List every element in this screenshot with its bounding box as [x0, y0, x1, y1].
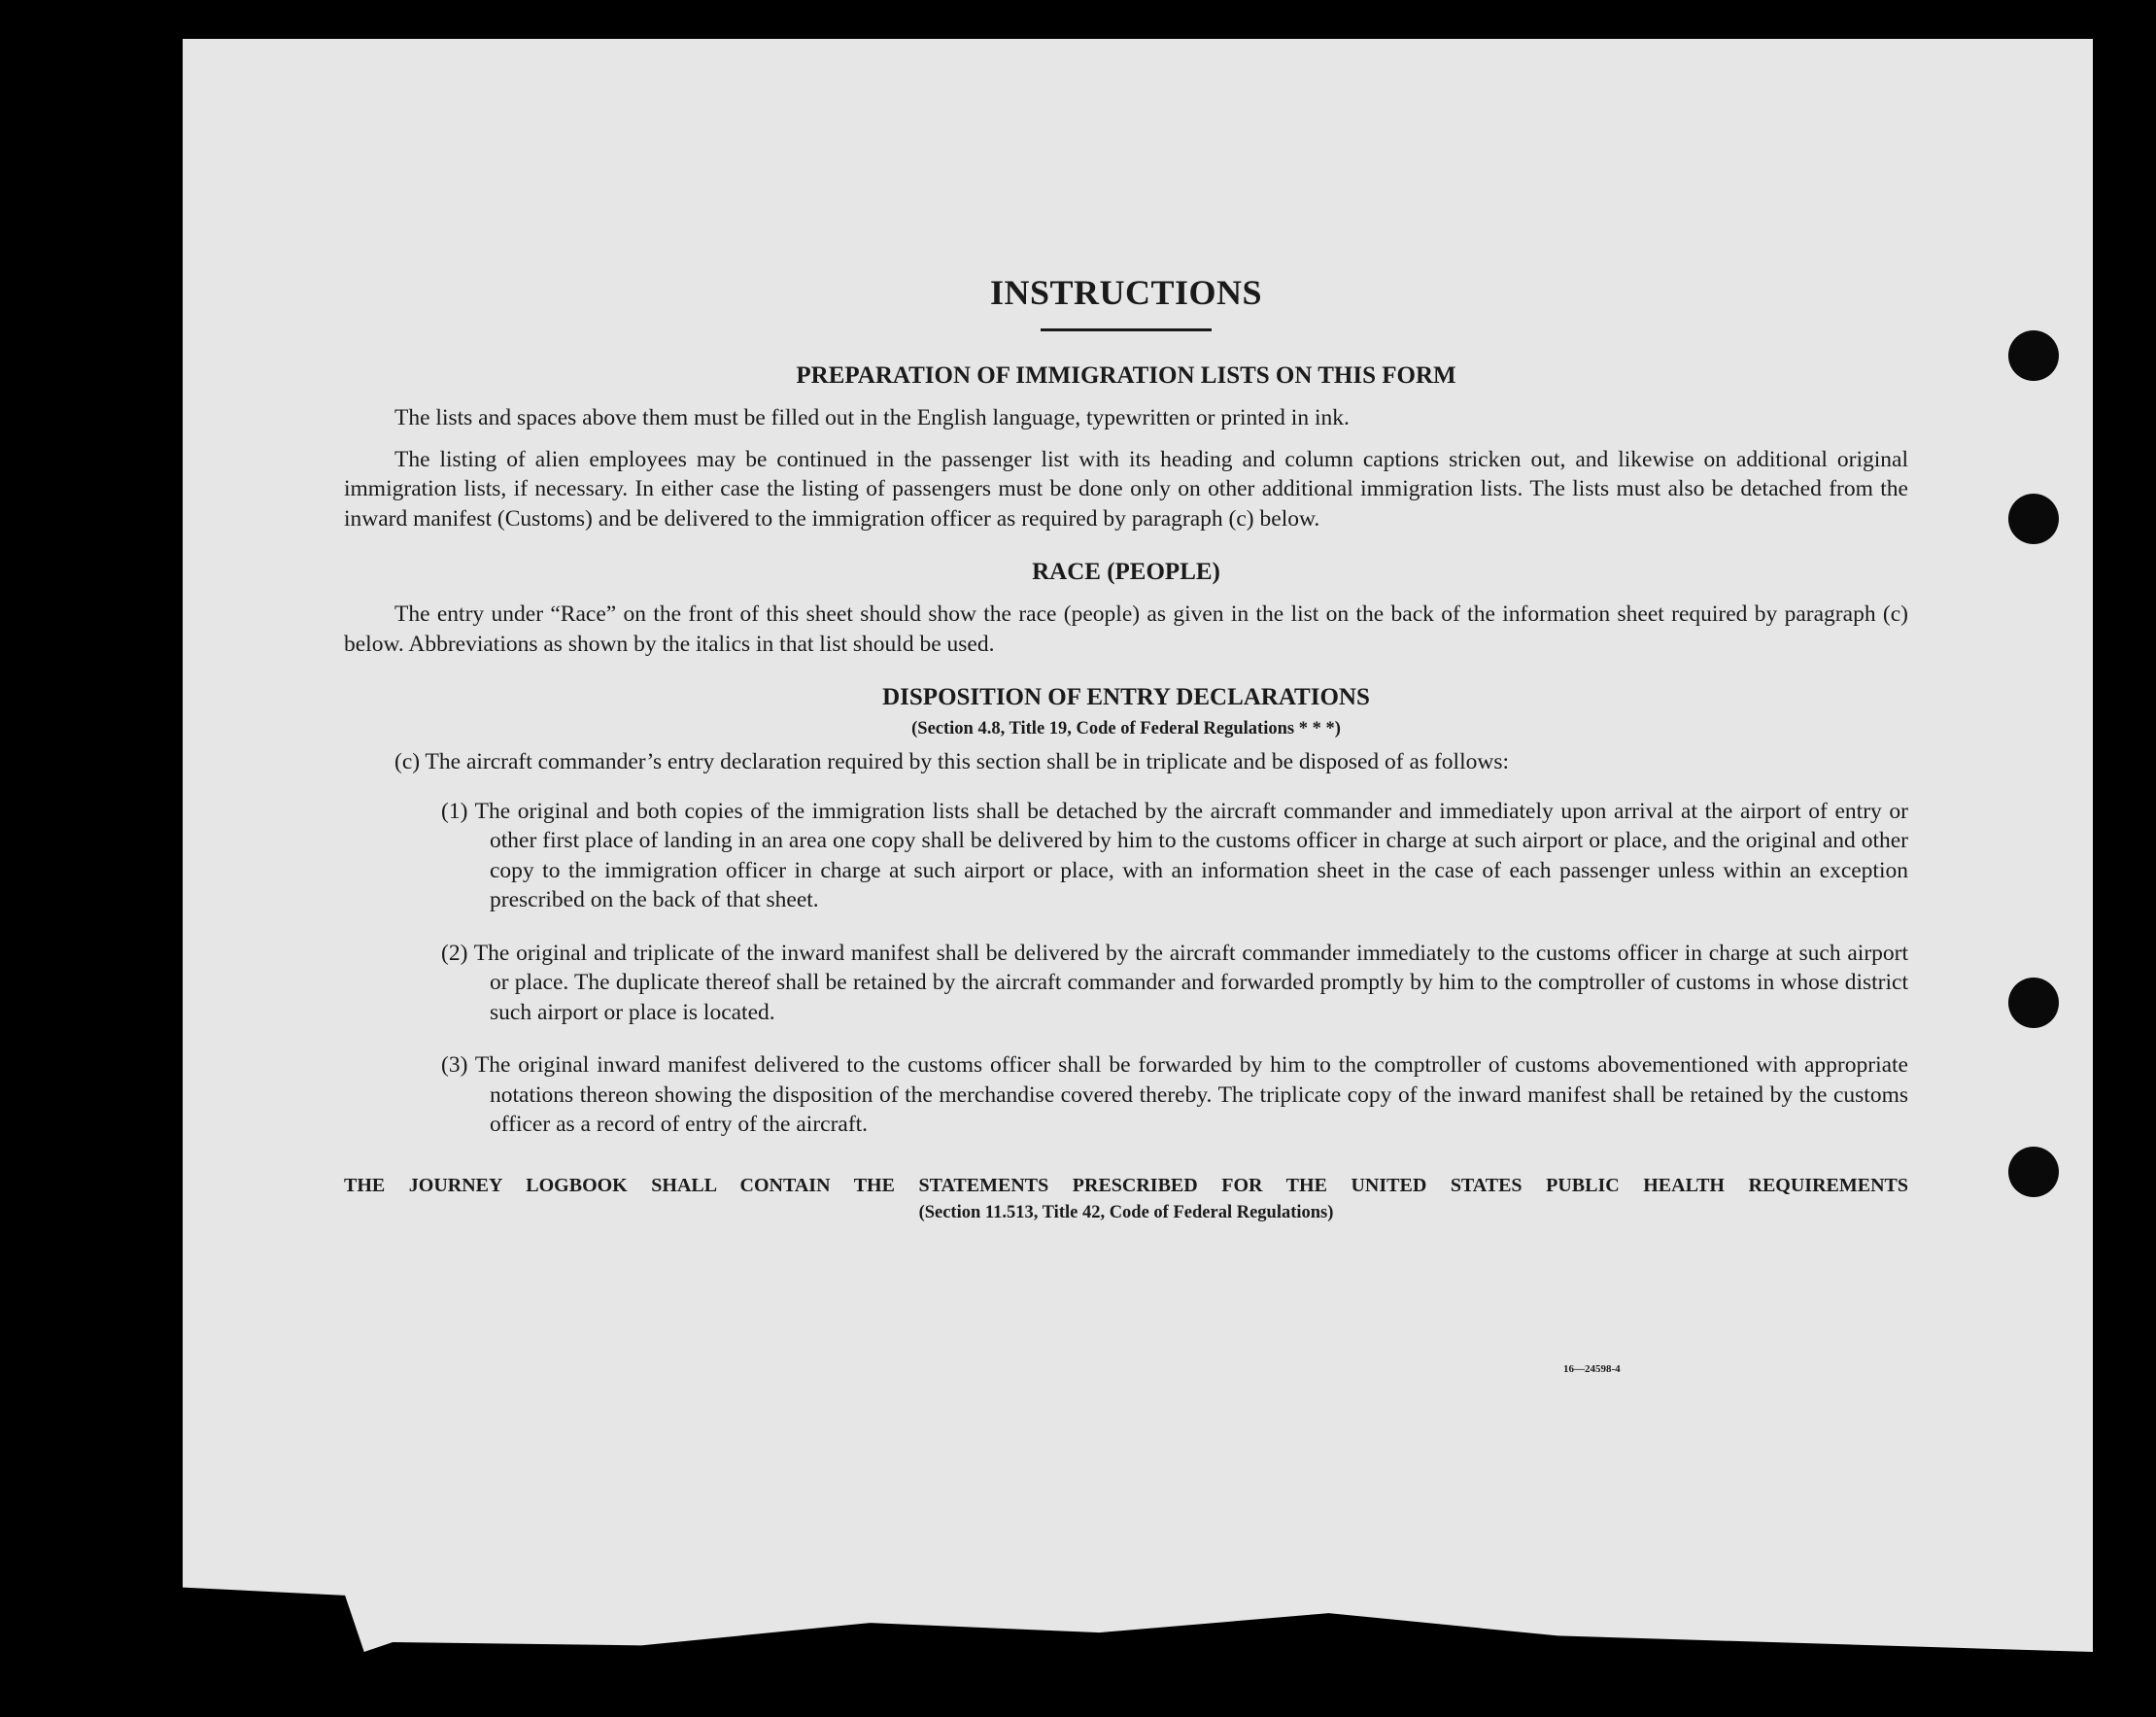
- health-requirements-citation: (Section 11.513, Title 42, Code of Federal Regulations): [918, 1202, 1334, 1222]
- health-requirements-notice: THE JOURNEY LOGBOOK SHALL CONTAIN THE STATEMENTS PRESCRIBED FOR THE UNITED STATES PUBLIC HEALTH REQUIREMENTS: [344, 1174, 1908, 1196]
- preparation-heading: PREPARATION OF IMMIGRATION LISTS ON THIS FORM: [796, 362, 1456, 389]
- list-item-2: (2) The original and triplicate of the inward manifest shall be delivered by the aircraft commander immediately to the customs officer in charge at such airport or place. The duplicate thereof shall be retained by the aircraft commander and forwarded promptly by him to the comptroller of customs in whose district such airport or place is located.: [441, 940, 1908, 1025]
- punch-hole-2: [2008, 494, 2059, 544]
- race-paragraph: The entry under “Race” on the front of this sheet should show the race (people) as given in the list on the back of the information sheet required by paragraph (c) below. Abbreviations as shown by the italics in that list should be used.: [344, 601, 1908, 657]
- list-item-3: (3) The original inward manifest delivered to the customs officer shall be forwarded by him to the comptroller of customs abovementioned with appropriate notations thereon showing the disposition of the merchandise covered thereby. The triplicate copy of the inward manifest shall be retained by the customs officer as a record of entry of the aircraft.: [441, 1052, 1908, 1137]
- document-content: [344, 262, 1908, 1223]
- punch-hole-4: [2008, 1147, 2059, 1197]
- paragraph-c: (c) The aircraft commander’s entry declaration required by this section shall be in triplicate and be disposed of as follows:: [394, 749, 1509, 774]
- punch-hole-3: [2008, 978, 2059, 1028]
- race-heading: RACE (PEOPLE): [1032, 559, 1220, 585]
- preparation-paragraph-2: The listing of alien employees may be continued in the passenger list with its heading and column captions stricken out, and likewise on additional original immigration lists, if necessary. In either case the listing of passengers must be done only on other additional immigration lists. The lists must also be detached from the inward manifest (Customs) and be delivered to the immigration officer as required by paragraph (c) below.: [344, 446, 1908, 532]
- disposition-citation: (Section 4.8, Title 19, Code of Federal Regulations * * *): [911, 719, 1341, 738]
- preparation-paragraph-1: The lists and spaces above them must be filled out in the English language, typewritten or printed in ink.: [394, 405, 1350, 430]
- form-number: 16—24598-4: [1563, 1363, 1621, 1375]
- disposition-heading: DISPOSITION OF ENTRY DECLARATIONS: [882, 684, 1370, 710]
- page-title: INSTRUCTIONS: [989, 273, 1263, 312]
- title-rule: [1041, 328, 1212, 331]
- list-item-1: (1) The original and both copies of the immigration lists shall be detached by the aircraft commander and immediately upon arrival at the airport of entry or other first place of landing in an area one copy shall be delivered by him to the customs officer in charge at such airport or place, and the original and other copy to the immigration officer in charge at such airport or place, with an information sheet in the case of each passenger unless within an exception prescribed on the back of that sheet.: [441, 798, 1908, 912]
- punch-hole-1: [2008, 330, 2059, 381]
